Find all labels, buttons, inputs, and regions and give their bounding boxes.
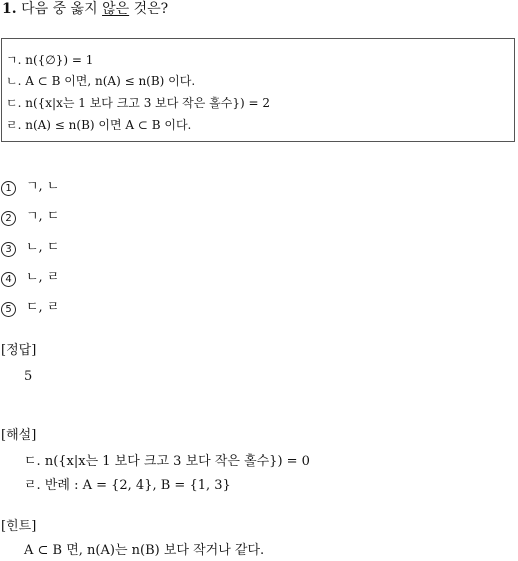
question-prefix: 다음 중 옳지 bbox=[21, 1, 103, 17]
choice-text-4: ㄴ, ㄹ bbox=[26, 270, 60, 285]
statements-box bbox=[1, 38, 515, 142]
hint-heading: [힌트] bbox=[1, 519, 37, 534]
choice-text-3: ㄴ, ㄷ bbox=[26, 240, 60, 255]
explanation-heading: [해설] bbox=[1, 428, 37, 443]
answer-heading: [정답] bbox=[1, 343, 37, 358]
choice-2[interactable] bbox=[1, 209, 59, 226]
explanation-line-2: ㄹ. 반례 : A = {2, 4}, B = {1, 3} bbox=[24, 478, 231, 493]
answer-value: 5 bbox=[24, 369, 33, 384]
choice-text-5: ㄷ, ㄹ bbox=[26, 300, 60, 315]
choice-3[interactable] bbox=[1, 240, 59, 257]
choice-text-1: ㄱ, ㄴ bbox=[26, 179, 60, 194]
choice-4[interactable] bbox=[1, 270, 59, 287]
statement-2: ㄴ. A ⊂ B 이면, n(A) ≤ n(B) 이다. bbox=[6, 74, 196, 88]
explanation-line-1: ㄷ. n({x|x는 1 보다 크고 3 보다 작은 홀수}) = 0 bbox=[24, 454, 310, 469]
choice-number-1: 1 bbox=[1, 181, 16, 196]
statement-3: ㄷ. n({x|x는 1 보다 크고 3 보다 작은 홀수}) = 2 bbox=[6, 96, 270, 110]
statement-4: ㄹ. n(A) ≤ n(B) 이면 A ⊂ B 이다. bbox=[6, 118, 192, 132]
choice-number-4: 4 bbox=[1, 272, 16, 287]
choice-number-5: 5 bbox=[1, 302, 16, 317]
statement-1: ㄱ. n({∅}) = 1 bbox=[6, 53, 94, 67]
choice-1[interactable] bbox=[1, 179, 59, 196]
choice-number-3: 3 bbox=[1, 242, 16, 257]
choice-text-2: ㄱ, ㄷ bbox=[26, 209, 60, 224]
choice-number-2: 2 bbox=[1, 211, 16, 226]
hint-text: A ⊂ B 면, n(A)는 n(B) 보다 작거나 같다. bbox=[24, 543, 265, 558]
question-underlined: 않은 bbox=[102, 1, 130, 17]
question-title bbox=[2, 0, 168, 18]
question-suffix: 것은? bbox=[129, 1, 169, 17]
choice-5[interactable] bbox=[1, 300, 59, 317]
question-number: 1. bbox=[2, 1, 17, 17]
